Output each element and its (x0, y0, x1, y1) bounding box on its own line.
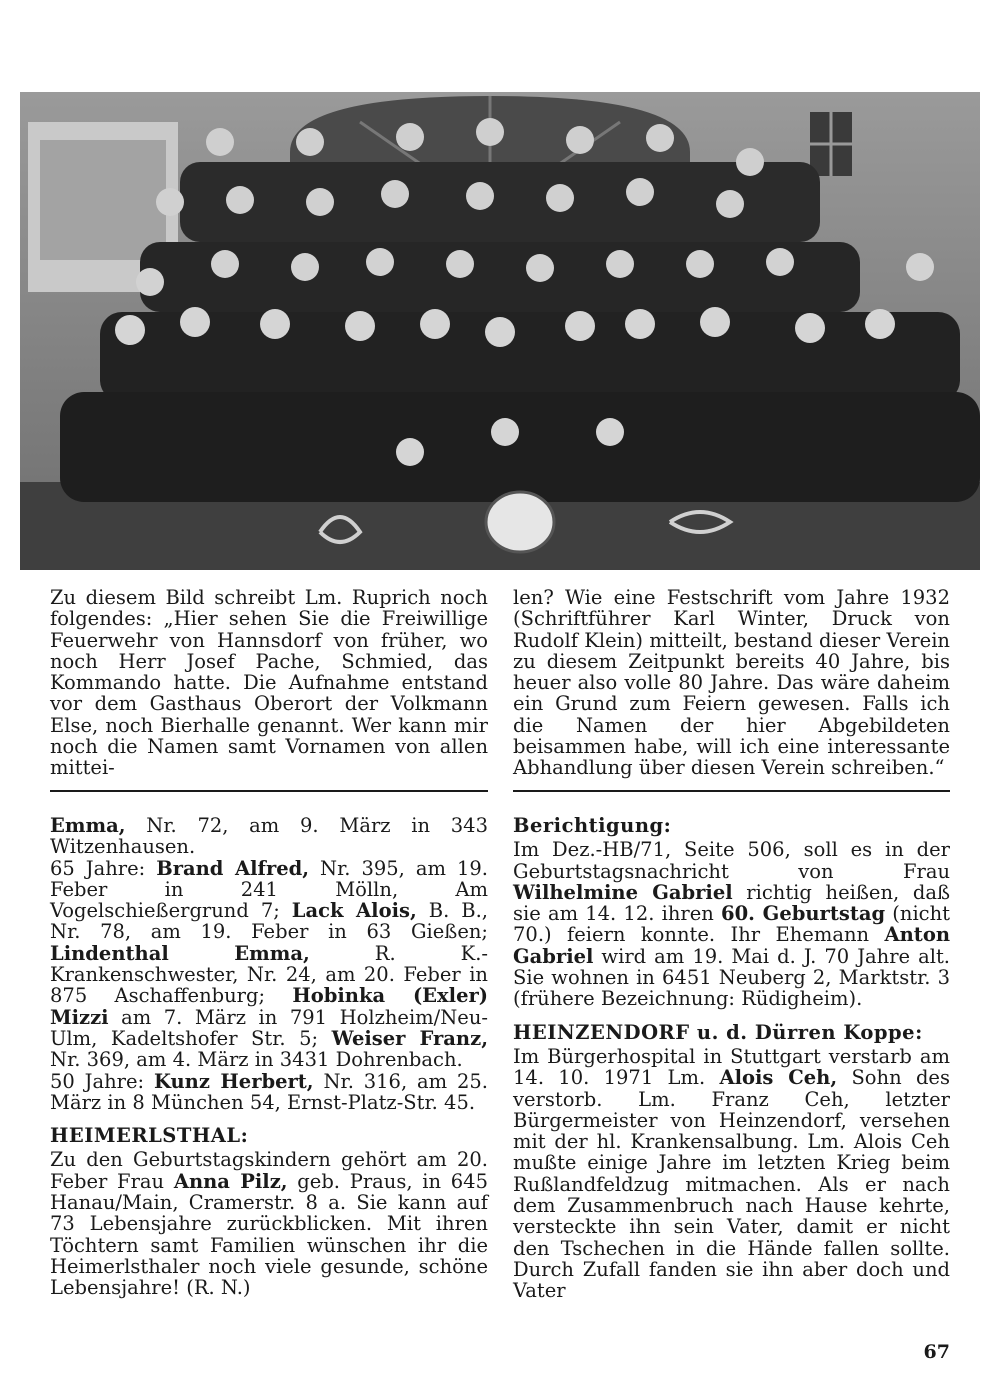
birthday-list-65: 65 Jahre: Brand Alfred, Nr. 395, am 19. Feber in 241 Mölln, Am Vogelschießergrund 7; Lack Alois, B. B., Nr. 78, am 19. Feber in 63 Gießen; Lindenthal Emma, R. K.-Krankenschwester, Nr. 24, am 20. Feber in 875 Aschaffenburg; Hobinka (Exler) Mizzi am 7. März in 791 Holzheim/Neu-Ulm, Kadeltshofer Str. 5; Weiser Franz, Nr. 369, am 4. März in 3431 Dohrenbach. (50, 856, 488, 1072)
photograph-scene (20, 92, 980, 570)
caption-right-text: len? Wie eine Festschrift vom Jahre 1932 (Schriftführer Karl Winter, Druck von Rudolf Klein) mitteilt, bestand dieser Verein zu diesem Zeitpunkt bereits 40 Jahre, bis heuer also volle 80 Jahre. Das wäre daheim ein Grund zum Feiern gewesen. Falls ich die Namen der hier Abgebildeten beisammen habe, will ich eine interessante Abhandlung über diesen Verein schreiben.“ (513, 586, 950, 780)
right-article-column (513, 815, 950, 1302)
firemen-third-row (100, 312, 960, 402)
caption-left-column (50, 587, 488, 779)
caption-left-text: Zu diesem Bild schreibt Lm. Ruprich noch folgendes: „Hier sehen Sie die Freiwillige Feuerwehr von Hannsdorf von früher, wo noch Herr Josef Pache, Schmied, das Kommando hatte. Die Aufnahme entstand vor dem Gasthaus Oberort der Volkmann Else, noch Bierhalle genannt. Wer kann mir noch die Namen samt Vornamen von allen mittei- (50, 586, 488, 780)
left-article-column (50, 815, 488, 1299)
divider-left (50, 790, 488, 792)
heinzendorf-text: Im Bürgerhospital in Stuttgart verstarb am 14. 10. 1971 Lm. Alois Ceh, Sohn des verstorb. Lm. Franz Ceh, letzter Bürgermeister von Heinzendorf, versehen mit der hl. Krankensalbung. Lm. Alois Ceh mußte einige Jahre im letzten Krieg beim Rußlandfeldzug mitmachen. Als er nach dem Zusammenbruch nach Hause kehrte, versteckte ihn sein Vater, damit er nicht den Tschechen in die Hände fallen sollte. Durch Zufall fanden sie ihn aber doch und Vater (513, 1044, 950, 1303)
heimerlsthal-text: Zu den Geburtstagskindern gehört am 20. Feber Frau Anna Pilz, geb. Praus, in 645 Hanau/Main, Cramerstr. 8 a. Sie kann auf 73 Lebensjahre zurückblicken. Mit ihren Töchtern samt Familien wünschen ihr die Heimerlsthaler noch viele gesunde, schöne Lebensjahre! (R. N.) (50, 1148, 488, 1300)
section-heading-heimerlsthal: HEIMERLSTHAL: (50, 1124, 249, 1148)
firemen-second-row (140, 242, 860, 312)
page-number: 67 (923, 1341, 950, 1363)
berichtigung-text: Im Dez.-HB/71, Seite 506, soll es in der Geburtstagsnachricht von Frau Wilhelmine Gabriel richtig heißen, daß sie am 14. 12. ihren 60. Geburtstag (nicht 70.) feiern konnte. Ihr Ehemann Anton Gabriel wird am 19. Mai d. J. 70 Jahre alt. Sie wohnen in 6451 Neuberg 2, Marktstr. 3 (frühere Bezeichnung: Rüdigheim). (513, 838, 951, 1011)
sign-board-panel (40, 140, 166, 260)
firemen-front-row (60, 392, 980, 502)
birthday-entry-emma: Emma, Nr. 72, am 9. März in 343 Witzenhausen. (50, 814, 488, 859)
section-heading-heinzendorf: HEINZENDORF u. d. Dürren Koppe: (513, 1020, 923, 1044)
birthday-list-50: 50 Jahre: Kunz Herbert, Nr. 316, am 25. März in 8 München 54, Ernst-Platz-Str. 45. (50, 1069, 489, 1114)
divider-right (513, 790, 950, 792)
group-photograph (20, 92, 980, 570)
drum (486, 492, 554, 552)
caption-right-column (513, 587, 950, 779)
section-heading-berichtigung: Berichtigung: (513, 814, 672, 837)
